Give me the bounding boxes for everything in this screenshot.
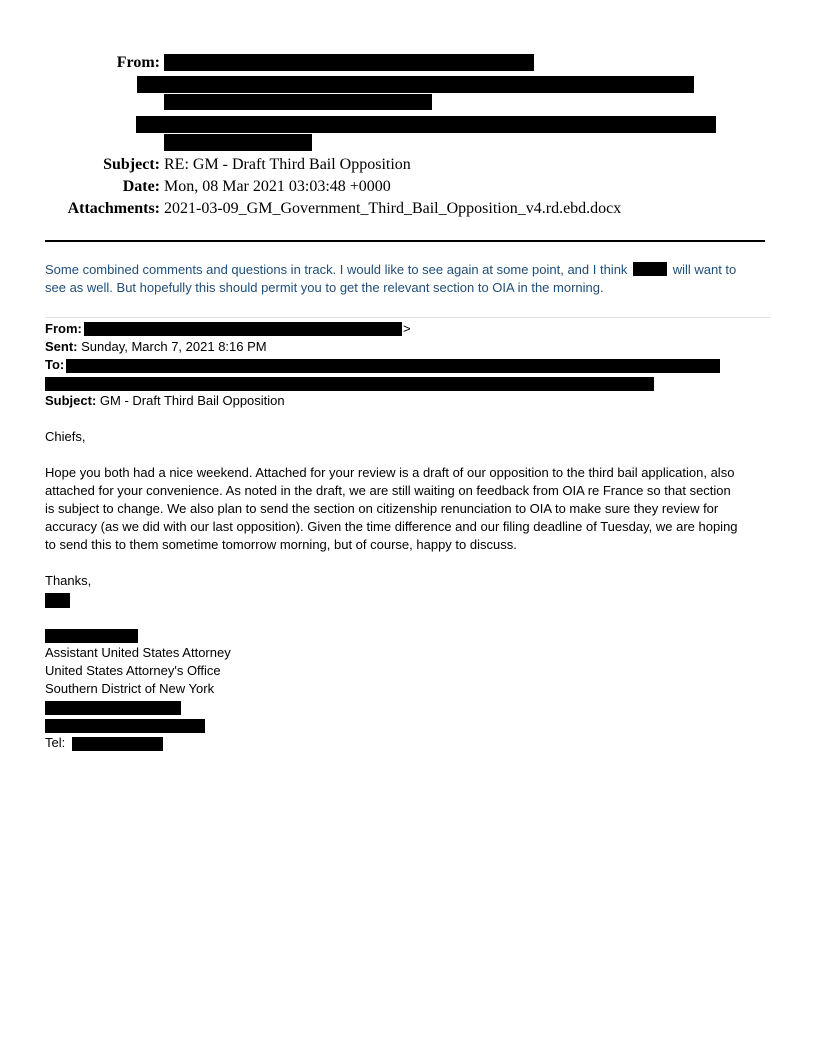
greeting: Chiefs, [45, 429, 86, 444]
body-line-2: attached for your convenience. As noted in the draft, we are still waiting on feedback from OIA re France so that section [45, 483, 731, 498]
reply-line-1-start: Some combined comments and questions in track. I would like to see again at some point, and I think [45, 262, 628, 277]
orig-from-suffix: > [403, 321, 411, 336]
reply-line-1-end: will want to [672, 262, 737, 277]
orig-to-line [45, 357, 64, 372]
redaction-orig-to [66, 359, 720, 373]
reply-divider [45, 317, 771, 318]
redaction-from-line4 [136, 116, 716, 133]
from-label: From: [116, 54, 160, 71]
redaction-address-2 [45, 719, 205, 733]
closing: Thanks, [45, 573, 92, 588]
reply-line-2: see as well. But hopefully this should permit you to get the relevant section to OIA in the morning. [45, 280, 604, 295]
body-line-4: accuracy (as we did with our last opposition). Given the time difference and our filing deadline of Tuesday, we are hoping [45, 519, 738, 534]
redaction-address-1 [45, 701, 181, 715]
date-label: Date: [122, 178, 160, 195]
orig-from-label: From: [45, 321, 82, 336]
redaction-from-line5 [164, 134, 312, 151]
orig-subject-label: Subject: [45, 393, 97, 408]
redaction-orig-from [84, 322, 402, 336]
orig-from-line [45, 321, 82, 336]
orig-subject-line [45, 393, 285, 408]
redaction-signoff-name [45, 593, 70, 608]
orig-sent-value: Sunday, March 7, 2021 8:16 PM [81, 339, 267, 354]
orig-subject-value: GM - Draft Third Bail Opposition [99, 393, 285, 408]
subject-value: RE: GM - Draft Third Bail Opposition [164, 156, 411, 173]
orig-sent-label: Sent: [45, 339, 78, 354]
redaction-tel [72, 737, 163, 751]
redaction-name [633, 262, 667, 276]
orig-sent-line [45, 339, 267, 354]
date-value: Mon, 08 Mar 2021 03:03:48 +0000 [164, 178, 391, 195]
redaction-from-line3 [164, 94, 432, 110]
orig-to-label: To: [45, 357, 65, 372]
signature-district: Southern District of New York [45, 681, 215, 696]
body-line-1: Hope you both had a nice weekend. Attached for your review is a draft of our opposition to the third bail application, also [45, 465, 735, 480]
attachment-filename[interactable]: 2021-03-09_GM_Government_Third_Bail_Opposition_v4.rd.ebd.docx [164, 200, 622, 217]
redaction-from-line2 [137, 76, 694, 93]
redaction-orig-to-line2 [45, 377, 654, 391]
signature-title: Assistant United States Attorney [45, 645, 231, 660]
reply-line-1 [45, 262, 736, 277]
header-divider [45, 240, 765, 242]
body-line-5: to send this to them sometime tomorrow morning, but of course, happy to discuss. [45, 537, 517, 552]
redaction-from [164, 54, 534, 71]
signature-tel-label: Tel: [45, 735, 66, 750]
subject-label: Subject: [103, 156, 160, 173]
signature-office: United States Attorney's Office [45, 663, 221, 678]
body-line-3: is subject to change. We also plan to send the section on citizenship renunciation to OIA to make sure they review for [45, 501, 719, 516]
attachments-label: Attachments: [67, 200, 160, 217]
redaction-signature-name [45, 629, 138, 643]
